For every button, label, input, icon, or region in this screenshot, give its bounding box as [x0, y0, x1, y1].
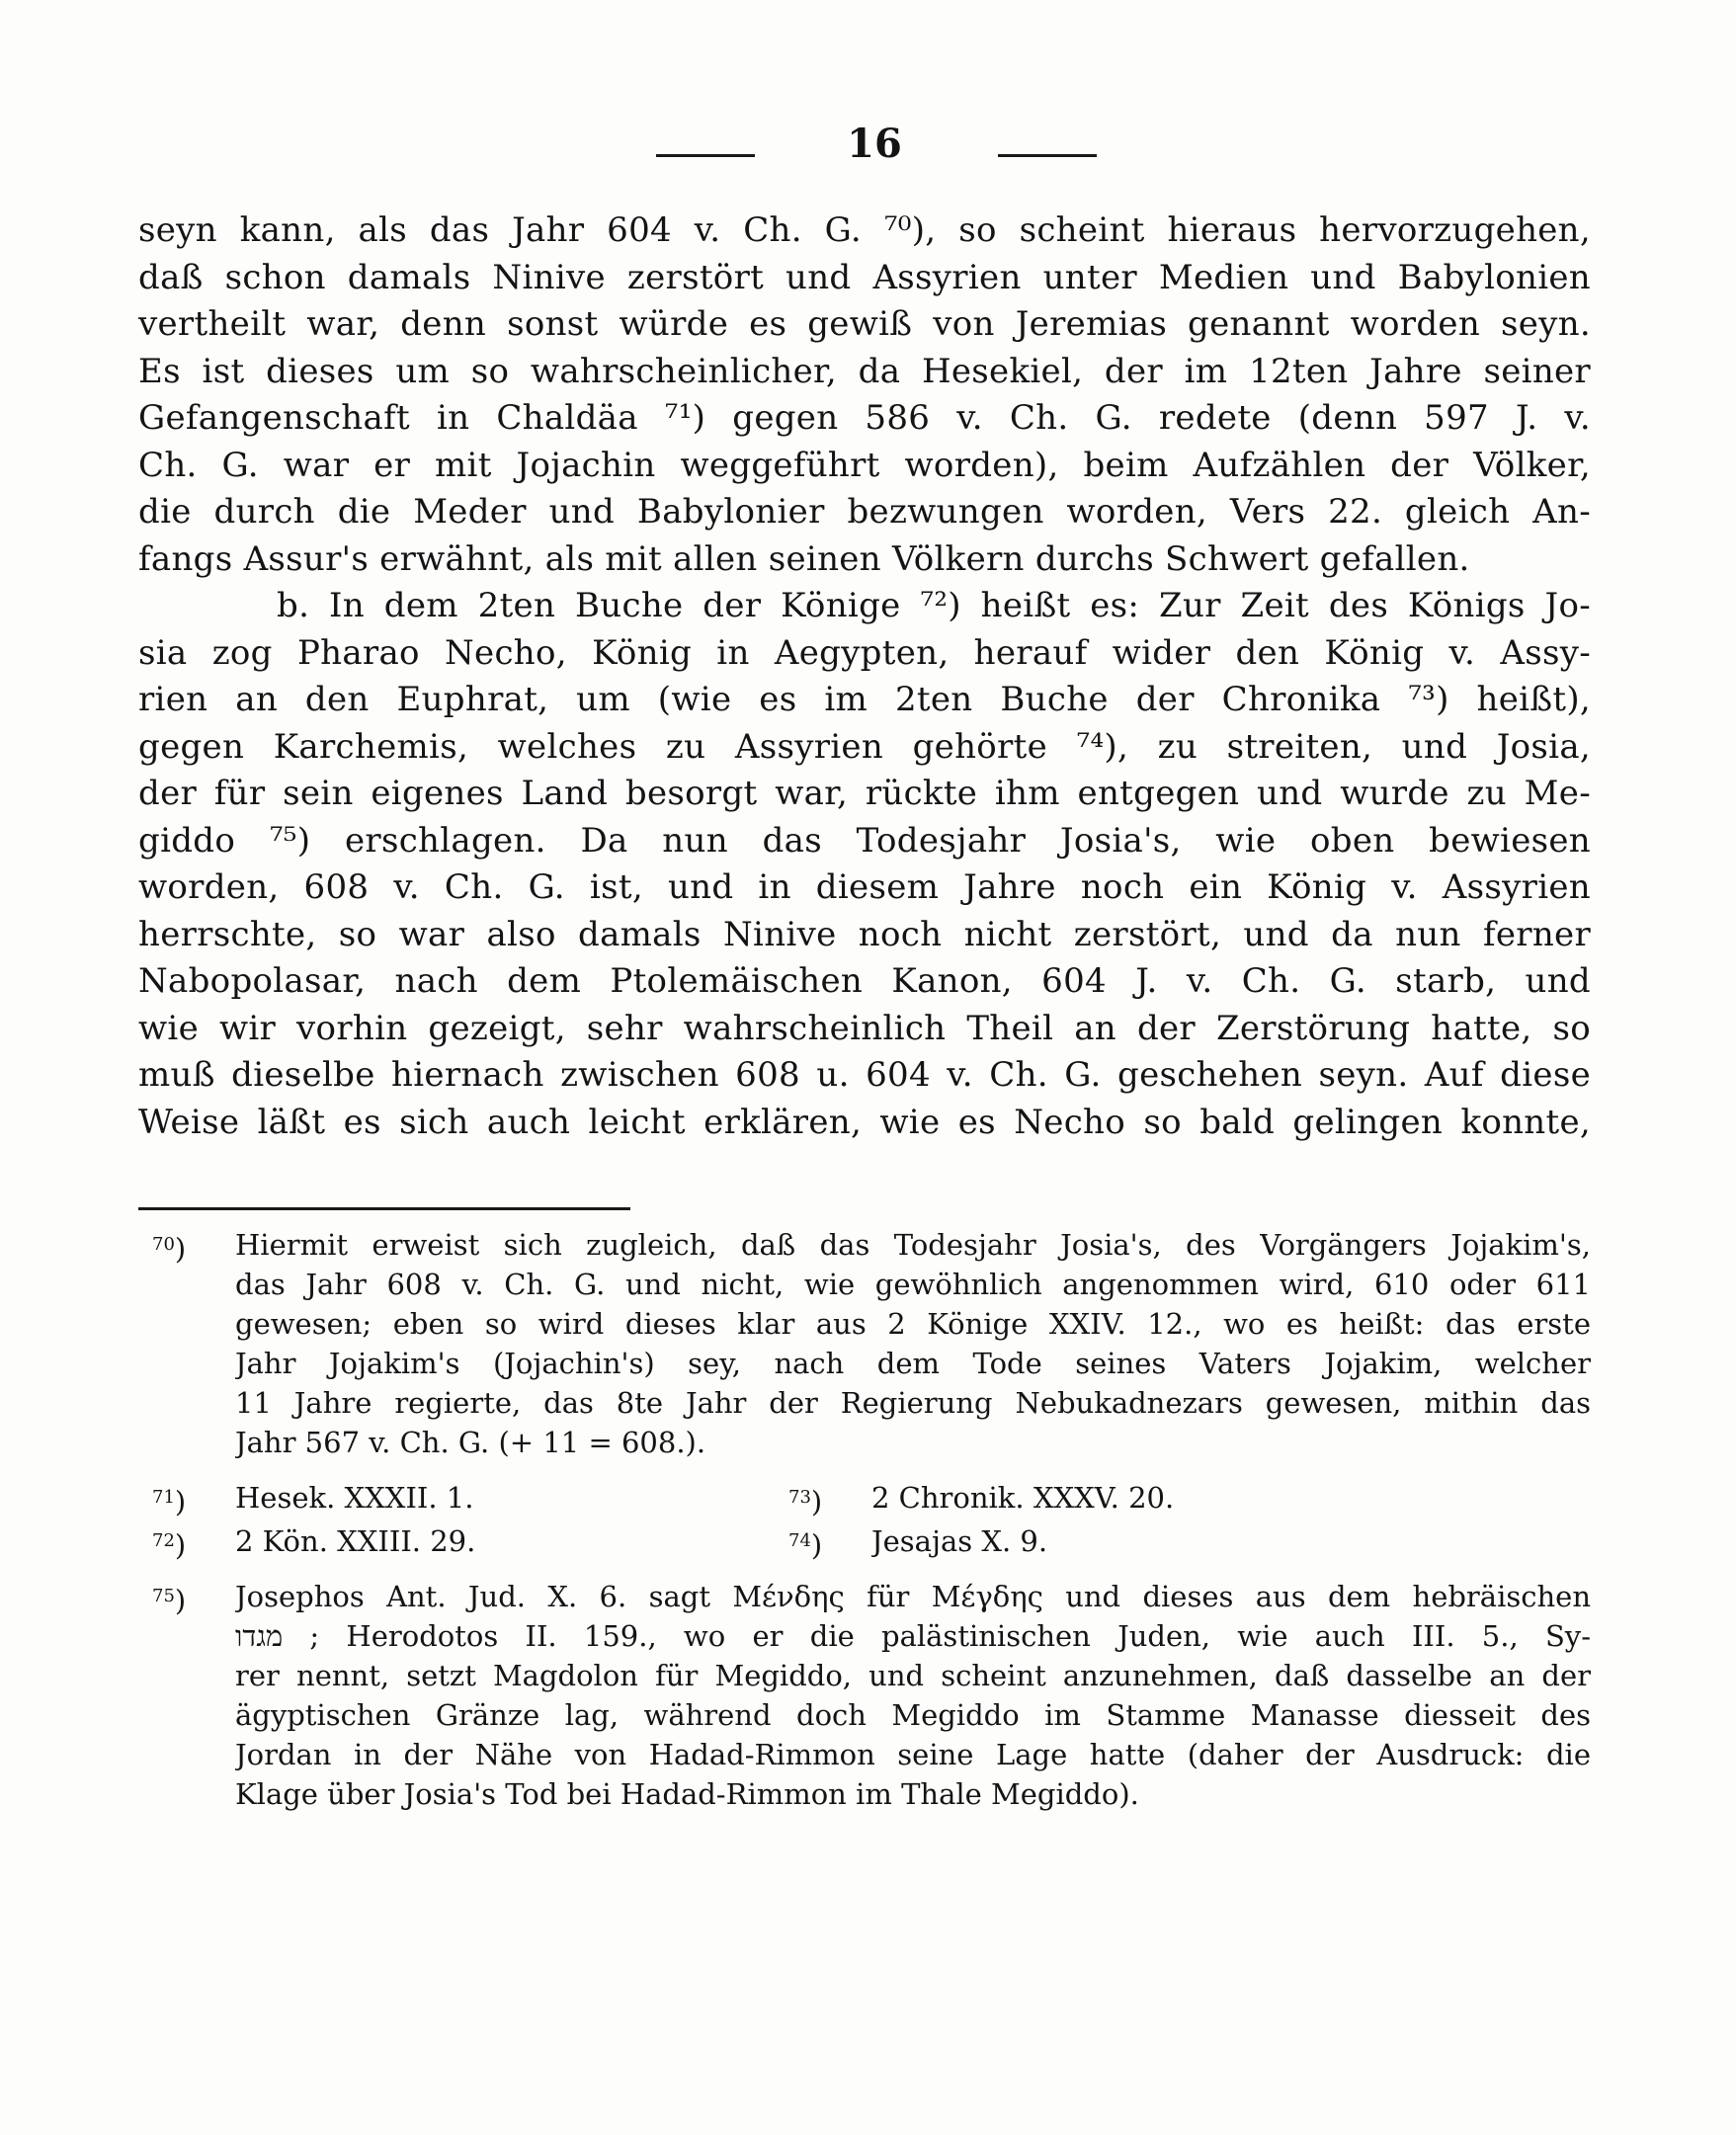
footnote-line: gewesen; eben so wird dieses klar aus 2 Könige XXIV. 12., wo es heißt: das erste — [235, 1307, 1591, 1341]
footnote-marker: $^{70}$) — [152, 1232, 187, 1266]
page-number: 16 — [847, 121, 902, 167]
text-line: rien an den Euphrat, um (wie es im 2ten Buche der Chronika ⁷³) heißt), — [138, 680, 1591, 719]
footnote-row — [138, 1478, 1591, 1518]
text-line: die durch die Meder und Babylonier bezwungen worden, Vers 22. gleich An- — [138, 492, 1591, 532]
text-line: der für sein eigenes Land besorgt war, rückte ihm entgegen und wurde zu Me- — [138, 774, 1591, 813]
page-header — [0, 121, 1736, 180]
text-line: vertheilt war, denn sonst würde es gewiß von Jeremias genannt worden seyn. — [138, 304, 1591, 344]
footnote-line: Jahr Jojakim's (Jojachin's) sey, nach dem Tode seines Vaters Jojakim, welcher — [235, 1347, 1591, 1380]
footnote-marker: $^{75}$) — [152, 1584, 187, 1617]
text-line: Es ist dieses um so wahrscheinlicher, da Hesekiel, der im 12ten Jahre seiner — [138, 351, 1591, 391]
text-line: fangs Assur's erwähnt, als mit allen seinen Völkern durchs Schwert gefallen. — [138, 538, 1470, 579]
text-line: daß schon damals Ninive zerstört und Assyrien unter Medien und Babylonien — [138, 257, 1591, 297]
footnote-71 — [138, 1478, 775, 1518]
footnote-75 — [138, 1577, 1591, 1814]
footnote-separator — [138, 1207, 630, 1210]
main-text — [138, 207, 1591, 1146]
footnote-72 — [138, 1521, 775, 1561]
text-line: seyn kann, als das Jahr 604 v. Ch. G. ⁷⁰), so scheint hieraus hervorzugehen, — [138, 210, 1591, 250]
footnote-73 — [775, 1478, 1591, 1518]
footnote-line: das Jahr 608 v. Ch. G. und nicht, wie gewöhnlich angenommen wird, 610 oder 611 — [235, 1268, 1591, 1301]
footnote-line: 2 Kön. XXIII. 29. — [235, 1524, 476, 1558]
footnote-line: Jordan in der Nähe von Hadad-Rimmon seine Lage hatte (daher der Ausdruck: die — [235, 1738, 1591, 1771]
text-line: herrschte, so war also damals Ninive noch nicht zerstört, und da nun ferner — [138, 914, 1591, 954]
footnotes — [138, 1225, 1591, 1818]
header-dash-left — [656, 154, 755, 157]
footnote-74 — [775, 1521, 1591, 1561]
text-line: b. In dem 2ten Buche der Könige ⁷²) heißt es: Zur Zeit des Königs Jo- — [277, 586, 1591, 625]
text-line: sia zog Pharao Necho, König in Aegypten, herauf wider den König v. Assy- — [138, 632, 1591, 673]
footnote-line: 11 Jahre regierte, das 8te Jahr der Regierung Nebukadnezars gewesen, mithin das — [235, 1386, 1591, 1420]
footnote-line: rer nennt, setzt Magdolon für Megiddo, und scheint anzunehmen, daß dasselbe an der — [235, 1659, 1591, 1692]
footnote-line: Klage über Josia's Tod bei Hadad-Rimmon im Thale Megiddo). — [235, 1777, 1139, 1811]
footnote-line: מגדו ; Herodotos II. 159., wo er die palästinischen Juden, wie auch III. 5., Sy- — [235, 1619, 1591, 1653]
text-line: Gefangenschaft in Chaldäa ⁷¹) gegen 586 v. Ch. G. redete (denn 597 J. v. — [138, 398, 1591, 438]
footnote-line: Hesek. XXXII. 1. — [235, 1481, 474, 1515]
footnote-line: Jesajas X. 9. — [871, 1524, 1048, 1558]
footnote-line: Josephos Ant. Jud. X. 6. sagt Μένδης für Μέγδης und dieses aus dem hebräischen — [235, 1580, 1591, 1613]
footnote-line: 2 Chronik. XXXV. 20. — [871, 1481, 1175, 1515]
text-line: worden, 608 v. Ch. G. ist, und in diesem Jahre noch ein König v. Assyrien — [138, 867, 1591, 907]
text-line: Nabopolasar, nach dem Ptolemäischen Kanon, 604 J. v. Ch. G. starb, und — [138, 961, 1591, 1001]
text-line: Weise läßt es sich auch leicht erklären, wie es Necho so bald gelingen konnte, — [138, 1102, 1591, 1142]
paragraph-2 — [138, 583, 1591, 1146]
footnote-70 — [138, 1225, 1591, 1462]
footnote-line: Hiermit erweist sich zugleich, daß das Todesjahr Josia's, des Vorgängers Jojakim's, — [235, 1228, 1591, 1262]
text-line: Ch. G. war er mit Jojachin weggeführt worden), beim Aufzählen der Völker, — [138, 445, 1591, 485]
footnote-marker: $^{71}$) — [152, 1485, 187, 1519]
paragraph-1 — [138, 207, 1591, 583]
header-dash-right — [998, 154, 1097, 157]
footnote-marker: $^{72}$) — [152, 1528, 187, 1562]
footnote-line: ägyptischen Gränze lag, während doch Megiddo im Stamme Manasse diesseit des — [235, 1698, 1591, 1732]
text-line: gegen Karchemis, welches zu Assyrien gehörte ⁷⁴), zu streiten, und Josia, — [138, 726, 1591, 767]
footnote-row — [138, 1521, 1591, 1561]
text-line: wie wir vorhin gezeigt, sehr wahrscheinlich Theil an der Zerstörung hatte, so — [138, 1008, 1591, 1048]
footnote-marker: $^{74}$) — [788, 1528, 823, 1562]
text-line: muß dieselbe hiernach zwischen 608 u. 604 v. Ch. G. geschehen seyn. Auf diese — [138, 1055, 1591, 1095]
footnote-marker: $^{73}$) — [788, 1485, 823, 1519]
footnote-line: Jahr 567 v. Ch. G. (+ 11 = 608.). — [235, 1426, 706, 1459]
text-line: giddo ⁷⁵) erschlagen. Da nun das Todesjahr Josia's, wie oben bewiesen — [138, 820, 1591, 861]
